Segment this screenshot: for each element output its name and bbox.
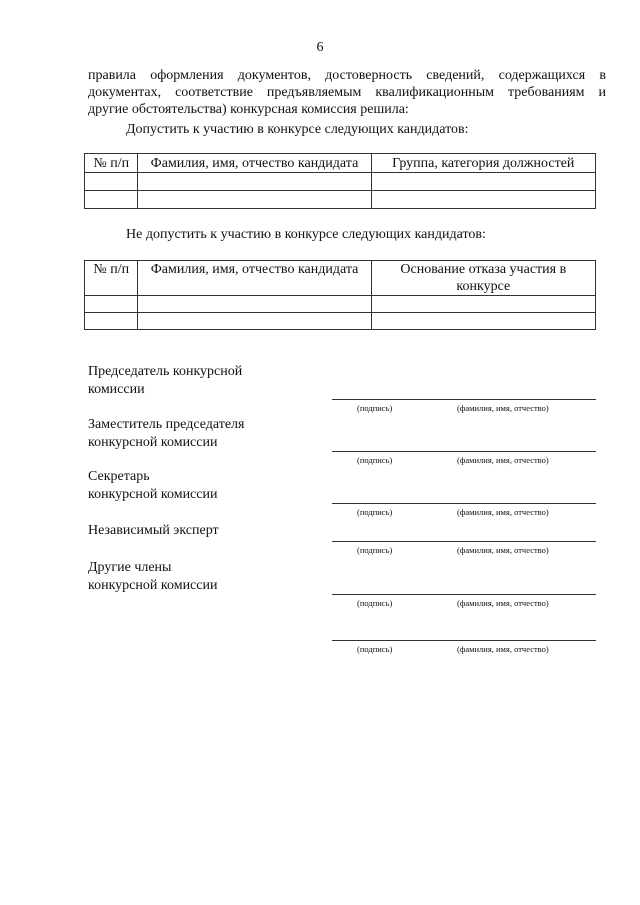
signature-line[interactable]: [332, 541, 596, 542]
signer-secretary: [88, 468, 318, 504]
signer-deputy-chairman: [88, 416, 318, 452]
table-cell[interactable]: [371, 313, 595, 330]
signer-role-line-2: комиссии: [88, 382, 145, 397]
column-header-full-name: Фамилия, имя, отчество кандидата: [138, 154, 371, 173]
full-name-caption: (фамилия, имя, отчество): [457, 455, 549, 465]
table-cell[interactable]: [138, 296, 371, 313]
table-cell[interactable]: [138, 191, 371, 209]
column-header-full-name: Фамилия, имя, отчество кандидата: [138, 261, 371, 296]
signature-line[interactable]: [332, 451, 596, 452]
column-header-rejection-reason: Основание отказа участия в конкурсе: [371, 261, 595, 296]
table-cell[interactable]: [85, 173, 138, 191]
table-cell[interactable]: [371, 296, 595, 313]
table-header-row: [85, 154, 596, 173]
intro-line-2: документах, соответствие предъявляемым квалификационным требованиям и: [88, 85, 606, 100]
signer-independent-expert: [88, 522, 318, 540]
signer-role-line-1: Секретарь: [88, 469, 150, 484]
signer-role-line-2: конкурсной комиссии: [88, 435, 218, 450]
signature-line[interactable]: [332, 503, 596, 504]
signer-role-line-2: конкурсной комиссии: [88, 487, 218, 502]
full-name-caption: (фамилия, имя, отчество): [457, 598, 549, 608]
table-cell[interactable]: [138, 313, 371, 330]
column-header-number: № п/п: [85, 261, 138, 296]
signer-chairman: [88, 363, 318, 399]
table-cell[interactable]: [85, 313, 138, 330]
signer-role-line-2: конкурсной комиссии: [88, 578, 218, 593]
signature-line[interactable]: [332, 640, 596, 641]
full-name-caption: (фамилия, имя, отчество): [457, 545, 549, 555]
column-header-number: № п/п: [85, 154, 138, 173]
intro-paragraph: [88, 67, 606, 118]
signature-line[interactable]: [332, 594, 596, 595]
signer-role-line-1: Заместитель председателя: [88, 417, 245, 432]
signer-role-line-1: Другие члены: [88, 560, 172, 575]
table-row: [85, 173, 596, 191]
table-cell[interactable]: [85, 296, 138, 313]
full-name-caption: (фамилия, имя, отчество): [457, 507, 549, 517]
table-cell[interactable]: [371, 191, 595, 209]
signature-caption: (подпись): [357, 545, 393, 555]
signature-caption: (подпись): [357, 455, 393, 465]
admit-table: [84, 153, 596, 209]
page-number: 6: [316, 40, 324, 55]
signature-caption: (подпись): [357, 644, 393, 654]
signature-caption: (подпись): [357, 598, 393, 608]
column-header-position-group: Группа, категория должностей: [371, 154, 595, 173]
full-name-caption: (фамилия, имя, отчество): [457, 644, 549, 654]
signer-role-line-1: Председатель конкурсной: [88, 364, 243, 379]
intro-line-1: правила оформления документов, достоверность сведений, содержащихся в: [88, 68, 606, 83]
signature-line[interactable]: [332, 399, 596, 400]
table-header-row: [85, 261, 596, 296]
reject-table: [84, 260, 596, 330]
table-row: [85, 313, 596, 330]
intro-line-3: другие обстоятельства) конкурсная комиссия решила:: [88, 102, 409, 117]
table-row: [85, 296, 596, 313]
signer-other-members: [88, 559, 318, 595]
signer-role-line-1: Независимый эксперт: [88, 523, 219, 538]
full-name-caption: (фамилия, имя, отчество): [457, 403, 549, 413]
signature-caption: (подпись): [357, 507, 393, 517]
table-row: [85, 191, 596, 209]
table-cell[interactable]: [371, 173, 595, 191]
signature-caption: (подпись): [357, 403, 393, 413]
table-cell[interactable]: [85, 191, 138, 209]
admit-heading: Допустить к участию в конкурсе следующих кандидатов:: [126, 122, 469, 137]
table-cell[interactable]: [138, 173, 371, 191]
reject-heading: Не допустить к участию в конкурсе следующих кандидатов:: [126, 227, 486, 242]
